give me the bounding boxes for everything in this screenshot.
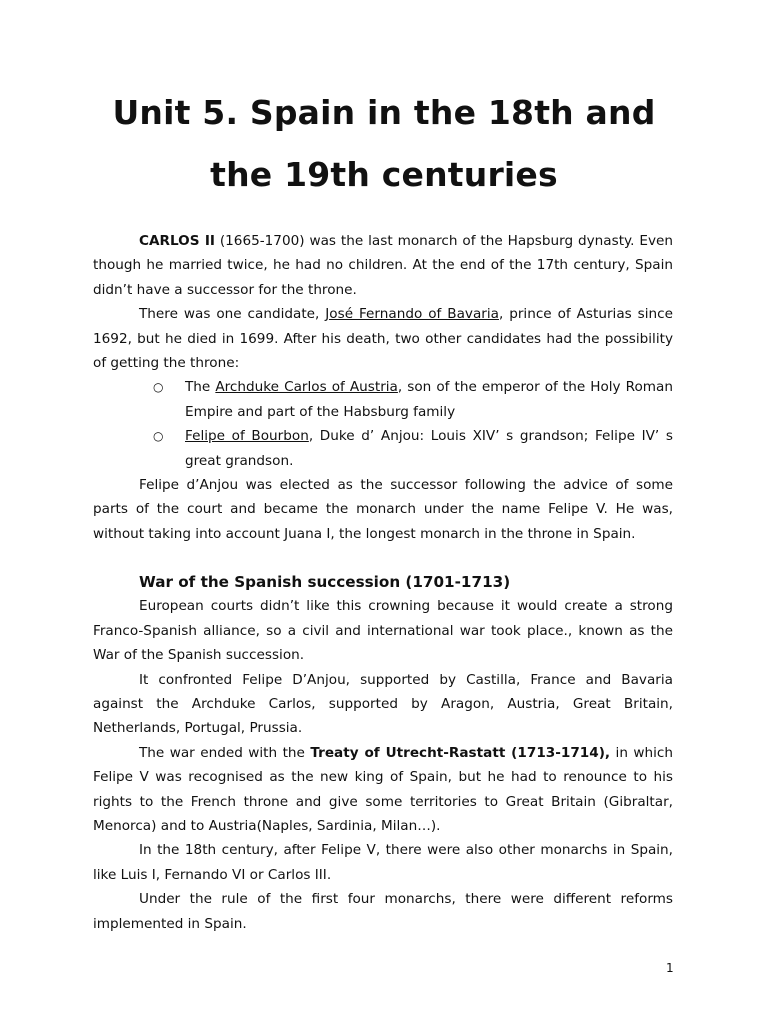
page-title <box>0 82 768 206</box>
page-number: 1 <box>666 961 674 975</box>
paragraph-candidates <box>93 302 673 375</box>
bullet-text-end: , Duke d’ Anjou: Louis XIV’ s grandson; Felipe IV’ s great grandson. <box>185 428 673 469</box>
candidates-text-end: , prince of Asturias since 1692, but he died in 1699. After his death, two other candidates had the possibility of getting the throne: <box>93 306 673 372</box>
bullet-text-end: , son of the emperor of the Holy Roman Empire and part of the Habsburg family <box>185 379 673 420</box>
treaty-bold: Treaty of Utrecht-Rastatt (1713-1714), <box>310 744 611 761</box>
candidates-text-start: There was one candidate, <box>139 306 326 323</box>
list-item <box>93 375 673 424</box>
paragraph-18th-century: In the 18th century, after Felipe V, there were also other monarchs in Spain, like Luis I, Fernando VI or Carlos III. <box>93 842 673 883</box>
list-item <box>93 424 673 473</box>
link-jose-fernando[interactable]: José Fernando of Bavaria <box>325 306 499 323</box>
paragraph-treaty <box>93 741 673 839</box>
document-body <box>93 229 673 936</box>
bullet-circle-icon: ○ <box>153 429 164 444</box>
treaty-text-end: in which Felipe V was recognised as the new king of Spain, but he had to renounce to his rights to the French throne and give some territories to Great Britain (Gibraltar, Menorca) and to Austria(Naples, Sardinia, Milan…). <box>93 744 673 834</box>
section-heading: War of the Spanish succession (1701-1713) <box>139 573 511 592</box>
paragraph-reforms: Under the rule of the first four monarchs, there were different reforms implemented in Spain. <box>93 891 673 932</box>
title-line-2: the 19th centuries <box>210 155 558 194</box>
paragraph-confronted: It confronted Felipe D’Anjou, supported by Castilla, France and Bavaria against the Archduke Carlos, supported by Aragon, Austria, Great Britain, Netherlands, Portugal, Prussia. <box>93 671 673 737</box>
paragraph-european-courts: European courts didn’t like this crowning because it would create a strong Franco-Spanish alliance, so a civil and international war took place., known as the War of the Spanish succession. <box>93 598 673 664</box>
link-archduke-carlos[interactable]: Archduke Carlos of Austria <box>215 379 398 396</box>
bullet-circle-icon: ○ <box>153 380 164 395</box>
paragraph-felipe-anjou: Felipe d’Anjou was elected as the successor following the advice of some parts of the court and became the monarch under the name Felipe V. He was, without taking into account Juana I, the longest monarch in the throne in Spain. <box>93 477 673 542</box>
title-line-1: Unit 5. Spain in the 18th and <box>112 93 656 132</box>
carlos-ii-bold: CARLOS II <box>139 233 215 249</box>
link-felipe-of-bourbon[interactable]: Felipe of Bourbon <box>185 428 309 445</box>
spacer <box>93 546 673 570</box>
bullet-text-start: The <box>185 379 216 396</box>
candidates-list <box>93 375 673 473</box>
paragraph-carlos-ii <box>93 229 673 302</box>
carlos-ii-text: (1665-1700) was the last monarch of the Hapsburg dynasty. Even though he married twice, he had no children. At the end of the 17th century, Spain didn’t have a successor for the throne. <box>93 233 673 298</box>
treaty-text-start: The war ended with the <box>139 744 311 761</box>
